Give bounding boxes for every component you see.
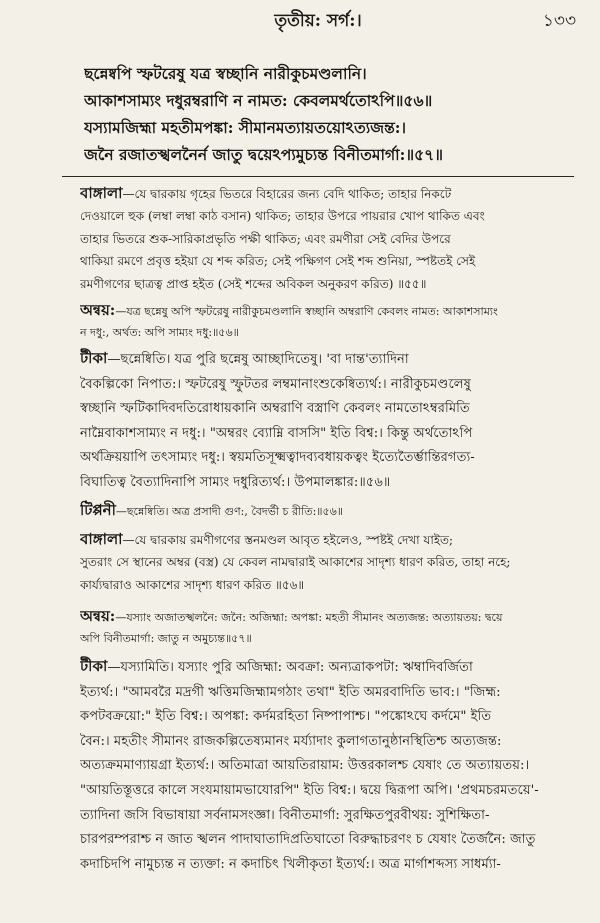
tika-line: স্বচ্ছানি স্ফটিকাদিবদতিরোধায়কানি অম্বরাণি বস্ত্রাণি কেবলং নামতোঽম্বরমিতি [80,401,470,417]
tika-label: টীকা [80,657,108,675]
tika-line: বৈন:। মহতীং সীমানং রাজকল্পিতেষ্যমানং মর্য্যাদাং কুলাগতানুষ্ঠানস্থিতিশ্চ অত্যজন্ত: [80,733,502,749]
tika-line: অর্থক্রিয়য়াপি তৎসাম্যং দধু:। স্বয়মতিসূক্ষ্মত্বাদব্যবধায়কত্বং ইত্যেতৈর্ম্ভান্তিরগত্য- [80,450,475,466]
tippani-line: —ছন্নেষ্বিতি। অত্র প্রসাদী গুণ:, বৈদর্ভী চ রীতি:॥৫৬॥ [115,505,344,518]
verse-line: ছন্নেষ্বপি স্ফটরেষু যত্র স্বচ্ছানি নারীকুচমণ্ডলানি। [84,64,367,83]
tika-line: "আয়তিস্তূত্তরে কালে সংযমায়ামভাযোরপি" ইতি বিশ্ব:। দ্বয়ে দ্বিরূপা অপি। 'প্রথমচরমতয়ে'- [80,782,539,798]
tika-line: কপটবক্রয়ো:" ইতি বিশ্ব:। অপঙ্কা: কর্দমরহিতা নিষ্পাপাশ্চ। "পঙ্কোঽঘে কর্দমে" ইতি [80,709,492,725]
section-divider [62,176,574,177]
tika-line: বিঘাতিত্ব বৈত্যাদিনাপি সাম্যং দধুরিত্যর্থ:। উপমালঙ্কার:॥৫৬॥ [80,474,391,490]
anvaya-line: —যস্যাং অজাতস্খলনৈ: জনৈ: অজিহ্মা: অপঙ্কা: মহতী সীমানং অত্যজন্ত: অত্যায়তয়: দ্বয়ে [115,611,503,624]
bangla-line: —যে দ্বারকায় গৃহের ভিতরে বিহারের জন্য বেদি থাকিত; তাহার নিকটে [122,187,452,201]
tippani-label: টিপ্পনী [80,501,116,519]
verse-line: জনৈ রজাতস্খলনৈর্ন জাতু দ্বয়েঽপ্যমুচ্যন্ত বিনীতমার্গা:॥৫৭॥ [84,145,443,164]
bangla-line: থাকিয়া রমণে প্রবৃত্ত হইয়া যে শব্দ করিত; সেই পক্ষিগণ সেই শব্দ শুনিয়া, স্পষ্টতই সেই [80,254,476,269]
anvaya-block-2 [80,606,576,649]
bangla-line: —যে দ্বারকায় রমণীগণের স্তনমণ্ডল আবৃত হইলেও, স্পষ্টই দেখা যাইত; [122,533,454,547]
bangla-line: কার্য্যদ্বারাও আকাশের সাদৃশ্য ধারণ করিত ॥৫৬॥ [80,577,305,592]
tika-line: —যস্যামিতি। যস্যাং পুরি অজিহ্মা: অবক্রা: অন্যত্রাকপটা: ঋম্বাদিবর্জিতা [107,660,473,675]
bangla-line: দেওয়ালে হুক (লম্বা লম্বা কাঠ বসান) থাকিত; তাহার উপরে পায়রার খোপ থাকিত এবং [80,209,485,224]
verse-line: আকাশসাম্যং দধুরম্বরাণি ন নামত: কেবলমর্থতোঽপি॥৫৬॥ [84,91,433,110]
verse-block [84,60,570,168]
tika-block-1 [80,346,576,496]
bangla-label: বাঙ্গালা [80,184,123,202]
canto-title: তৃতীয়: সর্গ:। [274,11,362,31]
anvaya-line: ন দধু:, অর্থত: অপি সাম্যং দধু:॥৫৬॥ [80,326,239,339]
tika-line: চারপরম্পরাশ্চ ন জাত স্খলন পাদাঘাতাদিপ্রতিঘাতো বিরুদ্ধাচরণং চ যেষাং তৈর্জনৈ: জাতু [80,832,536,848]
anvaya-block-1 [80,300,576,343]
bangla-translation-2 [80,528,576,596]
anvaya-label: অন্বয়: [80,607,116,625]
tika-label: টীকা [80,349,108,367]
bangla-translation-1 [80,182,576,295]
bangla-label: বাঙ্গালা [80,530,123,548]
tika-line: বৈকল্পিকো নিপাত:। স্ফটরেষু স্ফুটতর লম্বমানাংশুকেষ্বিত্যর্থ:। নারীকুচমণ্ডলেষু [80,376,471,392]
anvaya-line: অপি বিনীতমার্গা: জাতু ন অমুচ্যন্ত॥৫৭॥ [80,632,252,645]
tika-line: —ছন্নেষ্বিতি। যত্র পুরি ছন্নেষু আচ্ছাদিতেষু। 'বা দান্ত'ত্যাদিনা [107,352,409,367]
page-number: ১৩৩ [542,11,576,31]
anvaya-label: অন্বয়: [80,301,116,319]
tika-line: অত্যক্রমমাণ্যায়গ্রা ইত্যর্থ:। অতিমাত্রা আয়তিরায়াম: উত্তরকালশ্চ যেষাং তে অত্যায়তয়:। [80,758,530,774]
bangla-line: তাহার ভিতরে শুক-সারিকাপ্রভৃতি পক্ষী থাকিত; এবং রমণীরা সেই বেদির উপরে [80,231,451,246]
verse-line: যস্যামজিহ্মা মহতীমপঙ্কা: সীমানমত্যায়তয়োঽত্যজন্ত:। [84,118,407,137]
tippani-block-1 [80,500,576,522]
page-header [58,8,578,32]
anvaya-line: —যত্র ছন্নেষু অপি স্ফটরেষু নারীকুচমণ্ডলানি স্বচ্ছানি অম্বরাণি কেবলং নামত: আকাশসাম্যং [115,305,498,318]
tika-line: ইত্যর্থ:। "আমবরৈ মদ্রগী ঋত্তিমজিহ্মামগঠাং তথা" ইতি অমরবাদিতি ভাব:। "জিহ্ম: [80,684,501,700]
bangla-line: রমণীগণের ছাত্রত্ব প্রাপ্ত হইত (সেই শব্দের অবিকল অনুকরণ করিত) ॥৫৫॥ [80,276,427,291]
bangla-line: সুতরাং সে স্থানের অম্বর (বস্ত্র) যে কেবল নামদ্বারাই আকাশের সাদৃশ্য ধারণ করিত, তাহা নহে; [80,555,511,570]
tika-block-2 [80,654,576,877]
tika-line: নাম্নৈবাকাশসাম্যং ন দধু:। "অম্বরং ব্যোম্নি বাসসি" ইতি বিশ্ব:। কিন্তু অর্থতোঽপি [80,425,473,441]
tika-line: কদাচিদপি নামুচ্যন্ত ন ত্যক্তা: ন কদাচিৎ খিলীকৃতা ইত্যর্থ:। অত্র মার্গাশব্দস্য সাধর্ম্যা- [80,856,501,872]
tika-line: ত্যাদিনা জসি বিভাষায়া সর্বনামসংজ্ঞা। বিনীতমার্গা: সুরক্ষিতপুরবীথয়: সুশিক্ষিতা- [80,807,490,823]
